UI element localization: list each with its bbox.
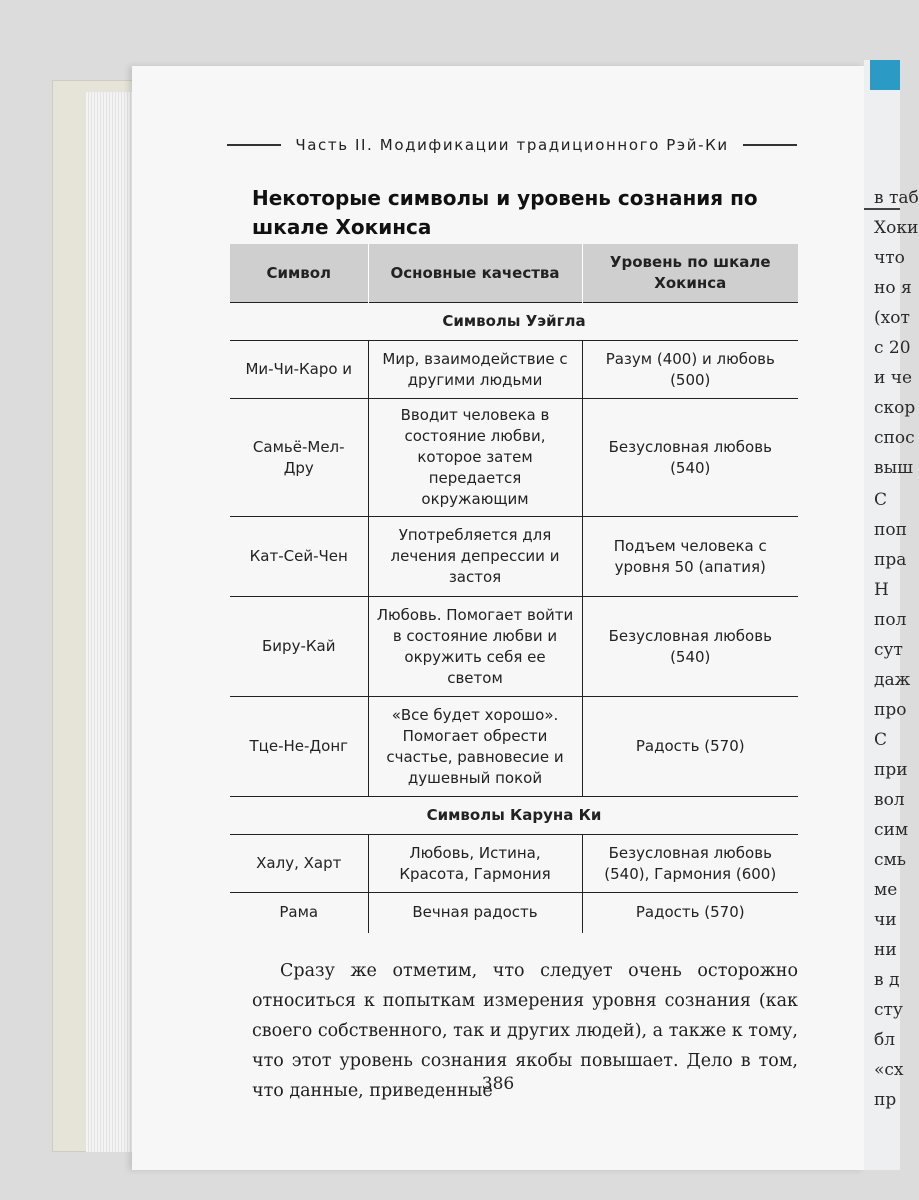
column-header-level: Уровень по шкале Хокинса [582,244,798,303]
level-cell: Безусловная любовь (540) [582,399,798,517]
qualities-cell: Вечная радость [368,893,582,933]
facing-page-fragment: пра [874,550,907,570]
page-number: 386 [481,1074,515,1094]
table-row [230,697,798,797]
symbol-cell: Кат-Сей-Чен [230,517,368,597]
facing-page-fragment: сим [874,820,909,840]
facing-page-fragment: ме [874,880,898,900]
group-title: Символы Уэйгла [230,303,798,341]
facing-page-fragment: С [874,490,888,510]
facing-page-fragment: с 20 [874,338,911,358]
facing-page-fragment: «сх [874,1060,904,1080]
table-row [230,835,798,893]
facing-page-fragment: но я [874,278,912,298]
facing-page-fragment: С [874,730,888,750]
facing-page-fragment: в д [874,970,900,990]
facing-page-fragment: Хоки [874,218,919,238]
facing-page-fragment: ни [874,940,897,960]
header-rule-right [743,144,797,146]
group-header-row [230,797,798,835]
running-header-title: Часть II. Модификации традиционного Рэй-Ки [295,136,729,154]
facing-page-fragment: пол [874,610,907,630]
level-cell: Безусловная любовь (540) [582,597,798,697]
table-header [230,244,798,303]
facing-page-edge [864,60,919,1170]
table-row [230,341,798,399]
header-rule-left [227,144,281,146]
symbol-cell: Халу, Харт [230,835,368,893]
body-paragraph: Сразу же отметим, что следует очень осторожно относиться к попыткам измерения уровня сознания (как своего собственного, так и других людей), а также к тому, что этот уровень сознания якобы повышает. Дело в том, что данные, приведенные [252,960,798,1101]
column-header-symbol: Символ [230,244,368,303]
book-page [132,66,864,1170]
symbol-cell: Тце-Не-Донг [230,697,368,797]
level-cell: Радость (570) [582,697,798,797]
level-cell: Разум (400) и любовь (500) [582,341,798,399]
facing-page-fragment: смь [874,850,906,870]
facing-page-fragment: вол [874,790,905,810]
facing-page-fragment: и че [874,368,913,388]
symbols-table [230,244,798,933]
facing-page-fragment: (хот [874,308,910,328]
level-cell: Безусловная любовь (540), Гармония (600) [582,835,798,893]
table-row [230,517,798,597]
level-cell: Подъем человека с уровня 50 (апатия) [582,517,798,597]
facing-page-fragment: при [874,760,908,780]
symbol-cell: Биру-Кай [230,597,368,697]
symbol-cell: Рама [230,893,368,933]
facing-page-fragment: поп [874,520,907,540]
facing-page-header-rule [864,208,900,210]
facing-page-fragment: Н [874,580,889,600]
qualities-cell: Вводит человека в состояние любви, которое затем передается окружающим [368,399,582,517]
qualities-cell: Употребляется для лечения депрессии и застоя [368,517,582,597]
facing-page-fragment: бл [874,1030,896,1050]
qualities-cell: Любовь. Помогает войти в состояние любви и окружить себя ее светом [368,597,582,697]
facing-page-fragment: сту [874,1000,903,1020]
table-body [230,303,798,933]
running-header [227,136,797,154]
facing-page-fragment: даж [874,670,911,690]
facing-page-fragment: сут [874,640,903,660]
table-row [230,399,798,517]
qualities-cell: Мир, взаимодействие с другими людьми [368,341,582,399]
facing-page-fragment: выш [874,458,913,478]
facing-page-fragment: про [874,700,907,720]
group-title: Символы Каруна Ки [230,797,798,835]
facing-page-fragment: в таб [874,188,919,208]
table-row [230,893,798,933]
level-cell: Радость (570) [582,893,798,933]
facing-page-fragment: пр [874,1090,897,1110]
section-title: Некоторые символы и уровень сознания по шкале Хокинса [252,186,758,239]
facing-page-fragment: что [874,248,905,268]
qualities-cell: Любовь, Истина, Красота, Гармония [368,835,582,893]
symbol-cell: Самьё-Мел-Дру [230,399,368,517]
qualities-cell: «Все будет хорошо». Помогает обрести счастье, равновесие и душевный покой [368,697,582,797]
group-header-row [230,303,798,341]
facing-page-fragment: чи [874,910,897,930]
facing-page-fragment: спос [874,428,915,448]
facing-page-accent [870,60,900,90]
column-header-qualities: Основные качества [368,244,582,303]
facing-page-fragment: скор [874,398,916,418]
table-row [230,597,798,697]
symbol-cell: Ми-Чи-Каро и [230,341,368,399]
